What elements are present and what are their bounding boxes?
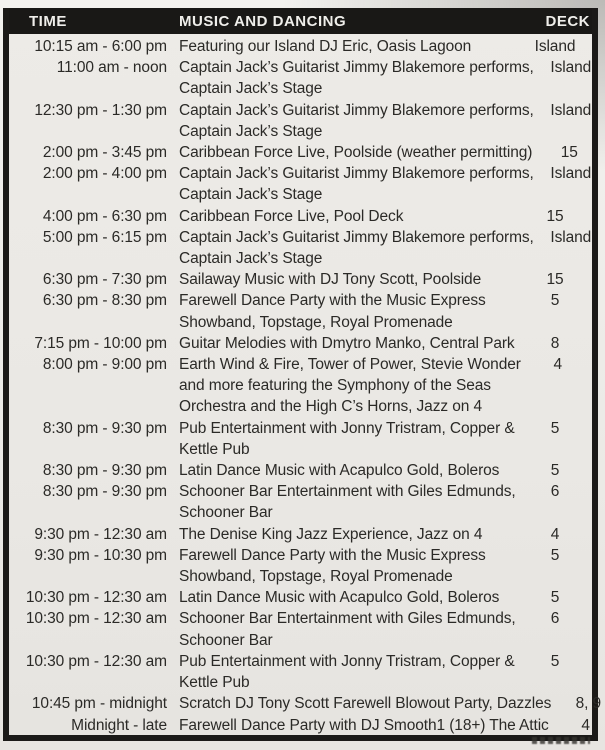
deck-cell: 5 (550, 462, 560, 480)
schedule-table-frame (3, 8, 602, 741)
activity-cell (167, 269, 518, 290)
activity-cell (167, 36, 518, 57)
time-cell: 11:00 am - noon (56, 59, 167, 77)
table-header-row (9, 8, 592, 34)
deck-cell: 5 (550, 292, 560, 310)
activity-line: and more featuring the Symphony of the Seas (179, 377, 491, 395)
deck-cell: 15 (546, 271, 564, 289)
activity-cell (167, 206, 518, 227)
schedule-row (9, 36, 592, 57)
activity-cell (167, 524, 518, 545)
activity-line: Schooner Bar Entertainment with Giles Edmunds, (179, 483, 516, 501)
schedule-row (9, 206, 592, 227)
activity-line: Latin Dance Music with Acapulco Gold, Boleros (179, 589, 500, 607)
time-cell: 2:00 pm - 4:00 pm (42, 165, 167, 183)
time-cell: 8:30 pm - 9:30 pm (42, 419, 167, 437)
deck-cell: 5 (550, 546, 560, 564)
time-cell: 10:30 pm - 12:30 am (25, 589, 167, 607)
schedule-row (9, 142, 592, 163)
deck-cell: 6 (550, 483, 560, 501)
activity-cell (167, 227, 534, 269)
header-time-label: TIME (29, 12, 67, 30)
time-cell: 8:30 pm - 9:30 pm (42, 483, 167, 501)
time-cell: 10:30 pm - 12:30 am (25, 652, 167, 670)
print-code-artifact (532, 737, 590, 744)
time-cell: 2:00 pm - 3:45 pm (42, 144, 167, 162)
activity-line: Orchestra and the High C’s Horns, Jazz on 4 (179, 398, 482, 416)
activity-line: Sailaway Music with DJ Tony Scott, Poolside (179, 271, 482, 289)
activity-line: Captain Jack’s Stage (179, 186, 323, 204)
activity-cell (167, 354, 521, 418)
time-cell: Midnight - late (71, 716, 167, 734)
activity-line: Showband, Topstage, Royal Promenade (179, 313, 453, 331)
schedule-row (9, 481, 592, 523)
activity-cell (167, 481, 518, 523)
activity-line: Farewell Dance Party with DJ Smooth1 (18+) The Attic (179, 716, 549, 734)
time-cell: 6:30 pm - 8:30 pm (42, 292, 167, 310)
schedule-row (9, 545, 592, 587)
activity-line: Pub Entertainment with Jonny Tristram, Copper & (179, 652, 515, 670)
deck-cell: Island (550, 101, 592, 119)
activity-line: Featuring our Island DJ Eric, Oasis Lagoon (179, 38, 472, 55)
schedule-row (9, 587, 592, 608)
activity-line: Scratch DJ Tony Scott Farewell Blowout Party, Dazzles (179, 695, 552, 713)
time-cell: 10:45 pm - midnight (31, 695, 167, 713)
deck-cell: 15 (546, 207, 564, 225)
activity-cell (167, 693, 551, 714)
time-cell: 4:00 pm - 6:30 pm (42, 207, 167, 225)
activity-line: Latin Dance Music with Acapulco Gold, Boleros (179, 462, 500, 480)
deck-cell: Island (550, 59, 592, 77)
time-cell: 6:30 pm - 7:30 pm (42, 271, 167, 289)
activity-cell (167, 587, 518, 608)
activity-line: Showband, Topstage, Royal Promenade (179, 568, 453, 586)
deck-cell: 8, 9 (575, 695, 602, 713)
header-deck-label: DECK (545, 12, 590, 30)
activity-cell (167, 57, 534, 99)
activity-line: Caribbean Force Live, Pool Deck (179, 207, 404, 225)
deck-cell: 15 (560, 144, 578, 162)
activity-line: Kettle Pub (179, 440, 250, 458)
schedule-row (9, 100, 592, 142)
activity-line: Farewell Dance Party with the Music Express (179, 292, 486, 310)
activity-line: Kettle Pub (179, 674, 250, 692)
time-cell: 10:30 pm - 12:30 am (25, 610, 167, 628)
schedule-row (9, 608, 592, 650)
activity-line: Guitar Melodies with Dmytro Manko, Central Park (179, 334, 515, 352)
deck-cell: 4 (550, 525, 560, 543)
activity-line: Farewell Dance Party with the Music Express (179, 546, 486, 564)
schedule-row (9, 418, 592, 460)
activity-cell (167, 333, 518, 354)
time-cell: 7:15 pm - 10:00 pm (34, 334, 167, 352)
activity-cell (167, 418, 518, 460)
deck-cell: 4 (581, 716, 590, 734)
schedule-row (9, 269, 592, 290)
time-cell: 8:00 pm - 9:00 pm (42, 356, 167, 374)
activity-cell (167, 608, 518, 650)
activity-line: Captain Jack’s Guitarist Jimmy Blakemore performs, (179, 165, 534, 183)
schedule-row (9, 354, 592, 418)
activity-cell (167, 545, 518, 587)
time-cell: 5:00 pm - 6:15 pm (42, 228, 167, 246)
schedule-row (9, 57, 592, 99)
time-cell: 9:30 pm - 10:30 pm (34, 546, 167, 564)
time-cell: 10:15 am - 6:00 pm (34, 38, 167, 55)
activity-line: The Denise King Jazz Experience, Jazz on 4 (179, 525, 483, 543)
activity-cell (167, 290, 518, 332)
activity-line: Captain Jack’s Stage (179, 250, 323, 268)
time-cell: 12:30 pm - 1:30 pm (34, 101, 167, 119)
schedule-row (9, 693, 602, 714)
deck-cell: Island (550, 165, 592, 183)
schedule-row (9, 524, 592, 545)
deck-cell: 8 (550, 334, 560, 352)
activity-line: Earth Wind & Fire, Tower of Power, Stevie Wonder (179, 356, 521, 374)
schedule-row (9, 715, 592, 736)
activity-cell (167, 163, 534, 205)
activity-cell (167, 100, 534, 142)
activity-line: Captain Jack’s Stage (179, 122, 323, 140)
activity-line: Schooner Bar (179, 631, 273, 649)
activity-cell (167, 142, 532, 163)
deck-cell: 5 (550, 419, 560, 437)
schedule-row (9, 163, 592, 205)
schedule-row (9, 333, 592, 354)
activity-line: Captain Jack’s Stage (179, 80, 323, 98)
schedule-rows (9, 34, 602, 736)
deck-cell: Island (534, 38, 576, 55)
activity-cell (167, 460, 518, 481)
activity-cell (167, 715, 549, 736)
header-activity-label: MUSIC AND DANCING (179, 12, 347, 30)
activity-cell (167, 651, 518, 693)
time-cell: 8:30 pm - 9:30 pm (42, 462, 167, 480)
deck-cell: 6 (550, 610, 560, 628)
schedule-row (9, 227, 592, 269)
deck-cell: 5 (550, 652, 560, 670)
activity-line: Captain Jack’s Guitarist Jimmy Blakemore performs, (179, 228, 534, 246)
activity-line: Captain Jack’s Guitarist Jimmy Blakemore performs, (179, 59, 534, 77)
time-cell: 9:30 pm - 12:30 am (34, 525, 167, 543)
schedule-row (9, 460, 592, 481)
activity-line: Schooner Bar (179, 504, 273, 522)
deck-cell: 4 (553, 356, 563, 374)
schedule-row (9, 290, 592, 332)
activity-line: Schooner Bar Entertainment with Giles Edmunds, (179, 610, 516, 628)
deck-cell: 5 (550, 589, 560, 607)
schedule-row (9, 651, 592, 693)
deck-cell: Island (550, 228, 592, 246)
activity-line: Pub Entertainment with Jonny Tristram, Copper & (179, 419, 515, 437)
activity-line: Caribbean Force Live, Poolside (weather permitting) (179, 144, 533, 162)
activity-line: Captain Jack’s Guitarist Jimmy Blakemore performs, (179, 101, 534, 119)
